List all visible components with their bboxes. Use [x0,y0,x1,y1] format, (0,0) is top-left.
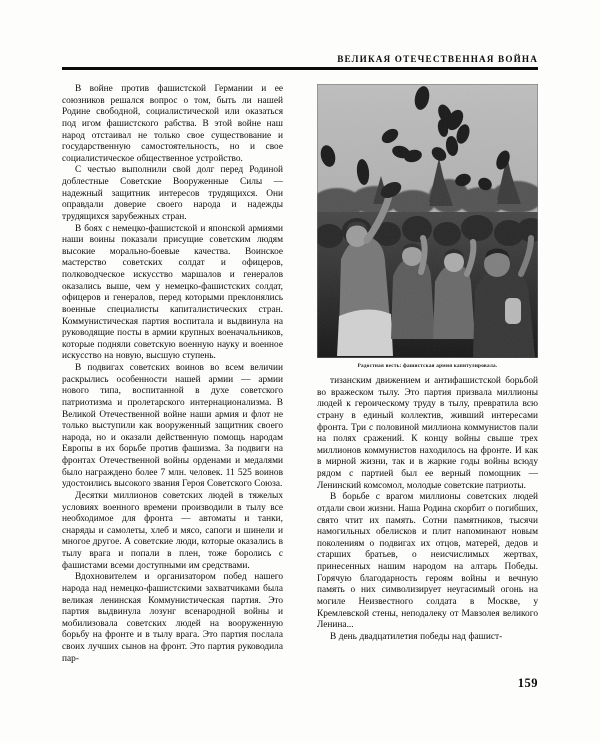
paragraph: В войне против фашистской Германии и ее союзников решался вопрос о том, быть ли нашей Родине свободной, социалистической или оказаться под игом фашистского рабства. В этой войне наш народ отстаивал не только свое существование и государственную самостоятельность, но и свое социалистическое общественное устройство. [62,84,283,164]
column-right [317,84,538,643]
photo-caption: Радостная весть: фашистская армия капитулировала. [357,362,498,369]
header-rule [62,67,538,70]
paragraph: В боях с немецко-фашистской и японской армиями наши воины показали присущие советским людям высокие морально-боевые качества. Воинское мастерство советских солдат и офицеров, полководческое искусство маршалов и генералов оказались выше, чем у немецко-фашистских солдат, офицеров и генералов, перед которыми преклонялись военные специалисты капиталистических стран. Коммунистическая партия воспитала и выдвинула на руководящие посты в армии крупных военачальников, которые подняли советскую военную науку и военное искусство на новую, высшую ступень. [62,223,283,362]
right-column-text [317,376,538,643]
paragraph: В день двадцатилетия победы над фашист- [330,631,503,642]
paragraph: Вдохновителем и организатором побед нашего народа над немецко-фашистскими захватчиками была великая ленинская Коммунистическая партия. Это партия выдвинула лозунг всенародной войны и мобилизовала советских людей на вооруженную борьбу на фронте и в тылу врага. Это партия послала своих лучших сынов на фронт. Это партия руководила пар- [62,572,283,664]
paragraph: В подвигах советских воинов во всем величии раскрылись особенности нашей армии — армии нового типа, воспитанной в духе советского патриотизма и пролетарского интернационализма. В Великой Отечественной войне наши армия и флот не только выступили как вооруженный защитник своего народа, но и оказали действенную помощь народам Европы в их борьбе против фашизма. За подвиги на фронтах Отечественной войны орденами и медалями было награждено более 7 млн. человек. 11 525 воинов удостоились высокого звания Героя Советского Союза. [62,363,283,490]
running-head [62,54,538,70]
paragraph: Десятки миллионов советских людей в тяжелых условиях военного времени производили в тылу все необходимое для фронта — автоматы и танки, снаряды и самолеты, хлеб и мясо, сапоги и шинели и многое другое. А советские люди, которые оказались в тылу врага и попали в плен, тоже боролись с фашистами всеми доступными им средствами. [62,490,283,571]
paragraph: В борьбе с врагом миллионы советских людей отдали свои жизни. Наша Родина скорбит о погибших, свято чтит их память. Сотни памятников, тысячи намогильных обелисков и плит напоминают новым поколениям о подвигах их отцов, матерей, дедов и старших братьев, о неисчислимых жертвах, принесенных нашим народом на алтарь Победы. Горячую благодарность героям войны и вечную память о них символизирует неугасимый огонь на могиле Неизвестного солдата в Москве, у Кремлевской стены, неподалеку от Мавзолея великого Ленина... [317,492,538,631]
paragraph: тизанским движением и антифашистской борьбой во вражеском тылу. Это партия призвала миллионы людей к героическому труду в тылу, превратила всю страну в единый коллектив, живший интересами фронта. Три с половиной миллиона коммунистов пали на полях сражений. К концу войны свыше трех миллионов коммунистов находилось на фронте. И как в мирной жизни, так и в жаркие годы войны всюду рядом с партией был ее верный помощник — Ленинский комсомол, молодые советские патриоты. [317,376,538,491]
paragraph: С честью выполнили свой долг перед Родиной доблестные Советские Вооруженные Силы — надежный защитник интересов трудящихся. Они оправдали доверие своего народа и надежды трудящихся зарубежных стран. [62,165,283,222]
running-head-title: ВЕЛИКАЯ ОТЕЧЕСТВЕННАЯ ВОЙНА [337,54,538,64]
page-number: 159 [517,676,538,690]
column-left [62,84,283,665]
body-columns [62,84,538,684]
